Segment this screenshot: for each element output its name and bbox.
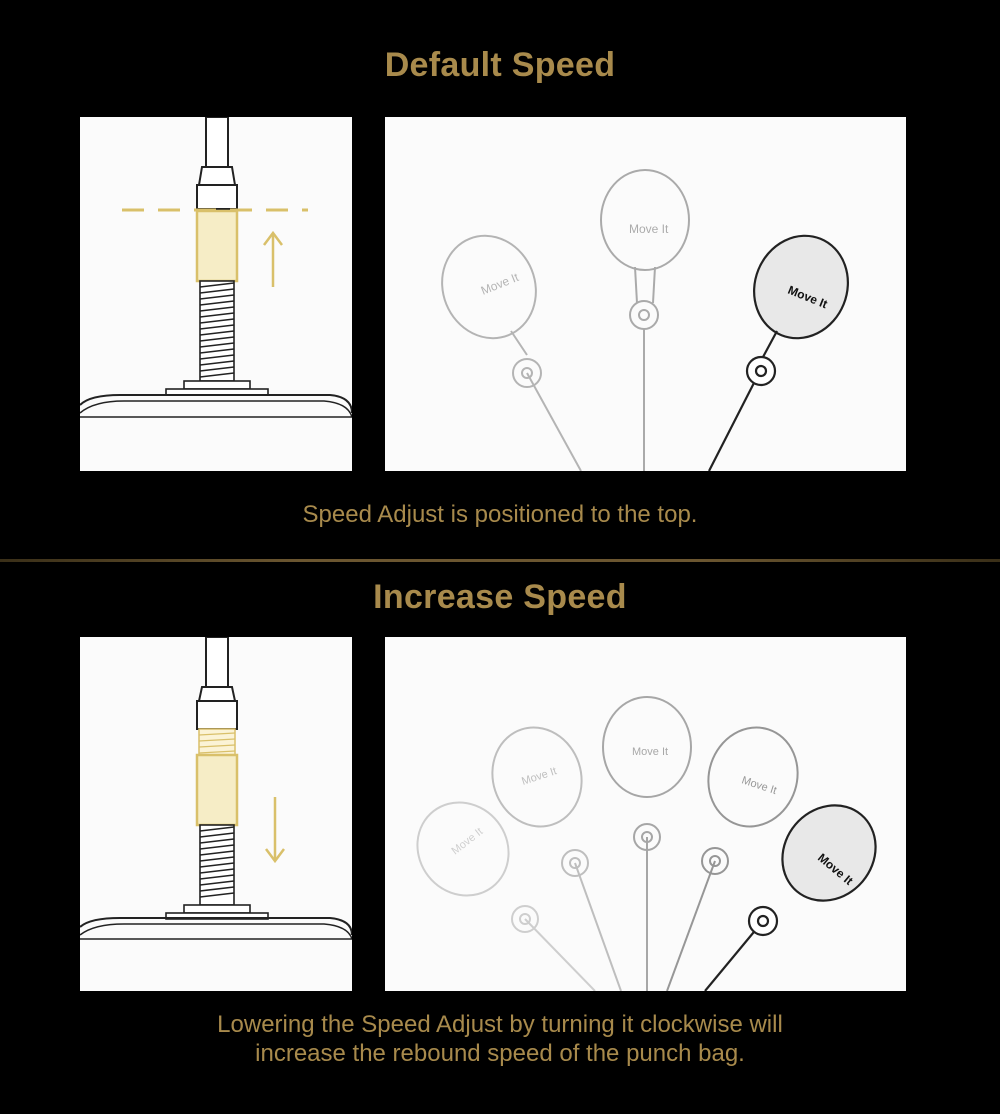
bag-rebound-default-illustration: [385, 117, 906, 471]
speed-adjust-top-illustration: [80, 117, 352, 471]
logo-text: Move It: [815, 850, 856, 888]
logo-text: Move It: [740, 774, 779, 798]
bag-rebound-increased-illustration: [385, 637, 906, 991]
speed-adjust-lowered-illustration: [80, 637, 352, 991]
caption-line: Lowering the Speed Adjust by turning it clockwise will: [217, 1011, 783, 1038]
caption-increase-speed: [0, 1010, 1000, 1068]
section-divider: [0, 559, 1000, 562]
caption-default-speed: [0, 500, 1000, 529]
section-title-increase-speed: Increase Speed: [373, 578, 627, 616]
logo-text: Move It: [520, 765, 559, 788]
logo-text: Move It: [449, 825, 486, 858]
logo-text: Move It: [629, 222, 669, 236]
logo-text: Move It: [478, 270, 521, 298]
logo-text: Move It: [785, 282, 830, 312]
caption-line: Speed Adjust is positioned to the top.: [302, 501, 698, 528]
caption-line: increase the rebound speed of the punch bag.: [255, 1040, 745, 1067]
section-title-default-speed: Default Speed: [384, 46, 616, 84]
logo-text: Move It: [632, 746, 669, 758]
